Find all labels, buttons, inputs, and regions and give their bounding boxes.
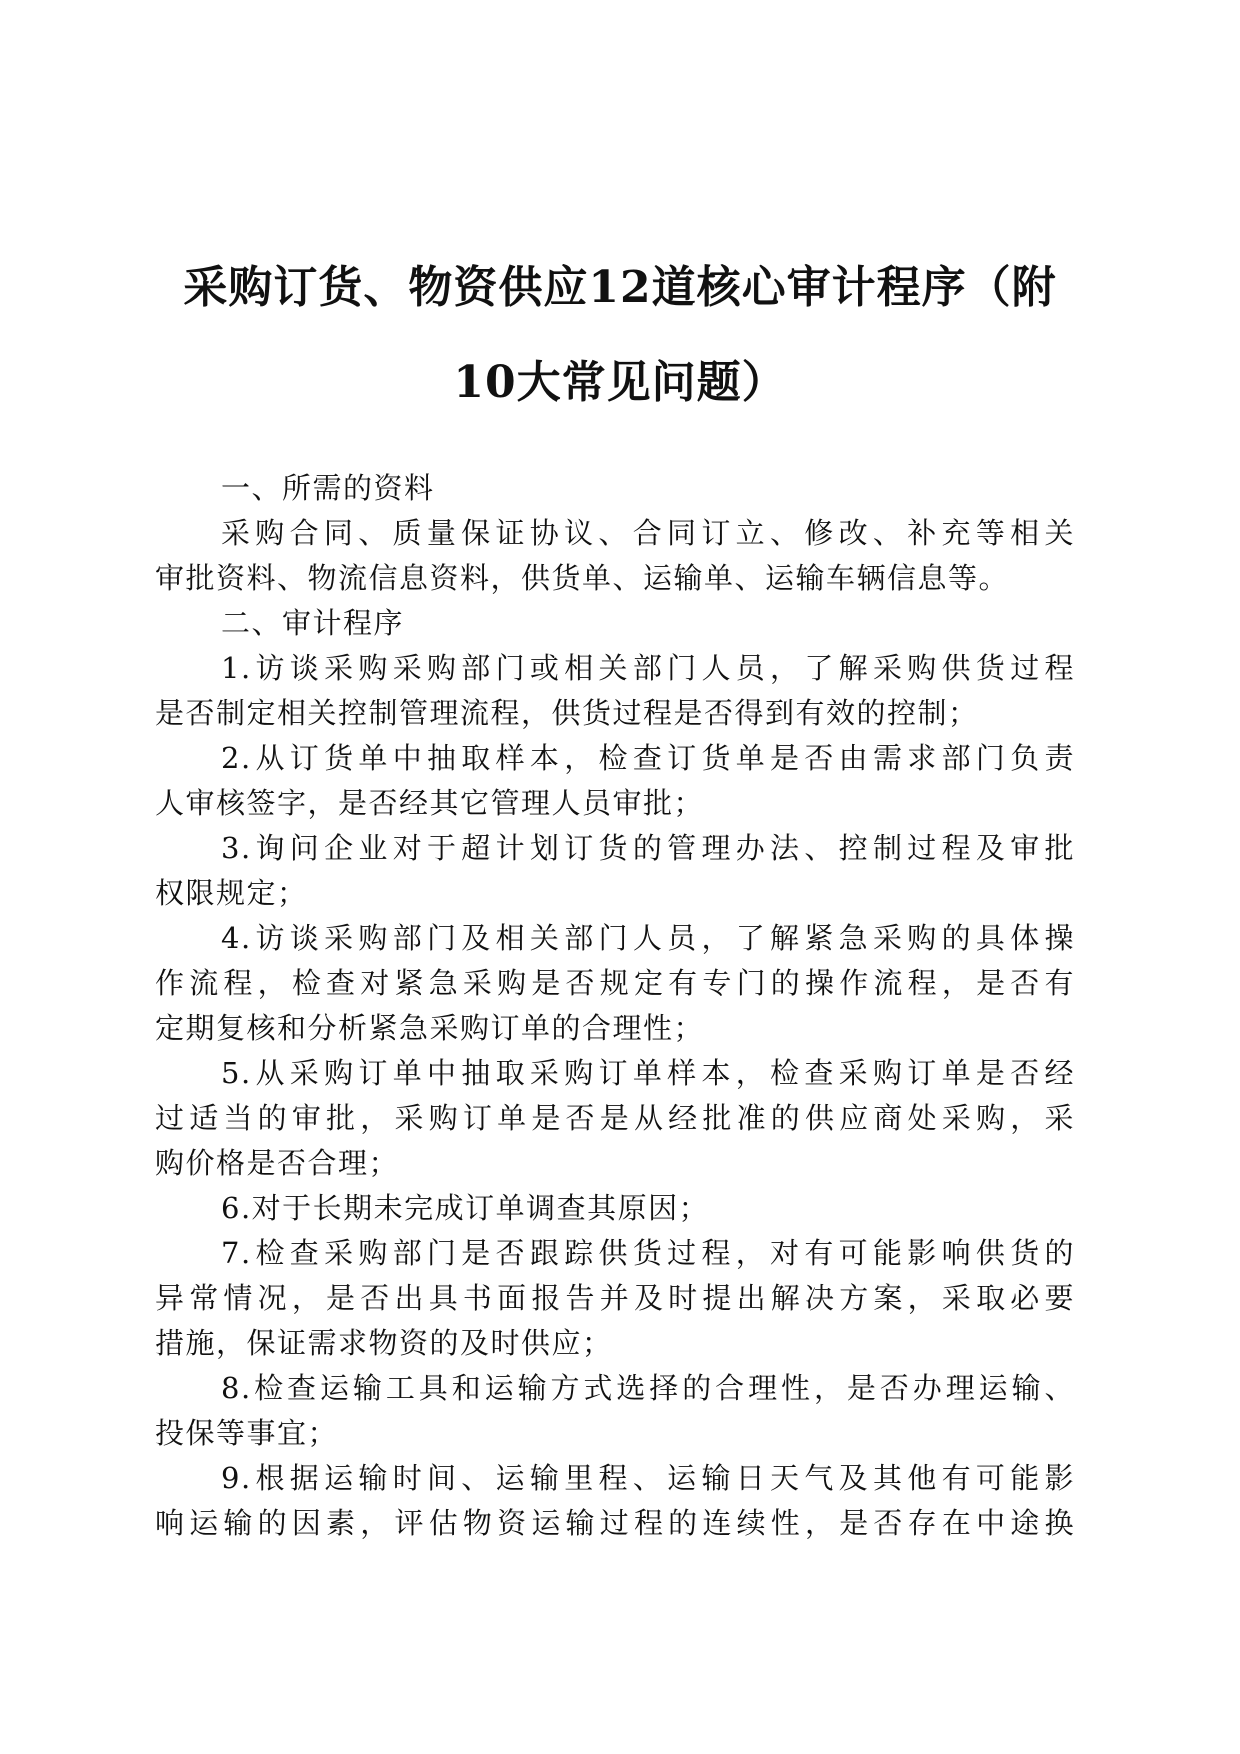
procedure-item-5-line: 购价格是否合理； [155, 1146, 400, 1180]
procedure-item-3-line: 权限规定； [155, 876, 308, 910]
procedure-item-7-line: 措施，保证需求物资的及时供应； [155, 1326, 613, 1360]
procedure-item-1-line: 是否制定相关控制管理流程，供货过程是否得到有效的控制； [155, 696, 979, 730]
procedure-item-4-line: 定期复核和分析紧急采购订单的合理性； [155, 1011, 705, 1045]
document-title-line-1: 采购订货、物资供应12道核心审计程序（附 [183, 262, 1057, 313]
procedure-item-8-line: 投保等事宜； [155, 1416, 339, 1450]
section-heading-audit-procedures: 二、审计程序 [221, 606, 405, 640]
procedure-item-5-line: 过适当的审批，采购订单是否是从经批准的供应商处采购，采 [155, 1101, 1075, 1135]
procedure-item-6-line: 6.对于长期未完成订单调查其原因； [221, 1191, 710, 1225]
procedure-item-2-line: 2.从订货单中抽取样本，检查订货单是否由需求部门负责 [221, 741, 1075, 775]
procedure-item-1-line: 1.访谈采购采购部门或相关部门人员，了解采购供货过程 [221, 651, 1075, 685]
document-body [155, 466, 1075, 1546]
procedure-item-5-line: 5.从采购订单中抽取采购订单样本，检查采购订单是否经 [221, 1056, 1075, 1090]
procedure-item-8-line: 8.检查运输工具和运输方式选择的合理性，是否办理运输、 [221, 1371, 1075, 1405]
procedure-item-7-line: 异常情况，是否出具书面报告并及时提出解决方案，采取必要 [155, 1281, 1075, 1315]
procedure-item-2-line: 人审核签字，是否经其它管理人员审批； [155, 786, 705, 820]
procedure-item-4-line: 作流程，检查对紧急采购是否规定有专门的操作流程，是否有 [155, 966, 1075, 1000]
procedure-item-9-line: 响运输的因素，评估物资运输过程的连续性，是否存在中途换 [155, 1506, 1075, 1540]
section-heading-materials: 一、所需的资料 [221, 471, 435, 505]
procedure-item-3-line: 3.询问企业对于超计划订货的管理办法、控制过程及审批 [221, 831, 1075, 865]
procedure-item-7-line: 7.检查采购部门是否跟踪供货过程，对有可能影响供货的 [221, 1236, 1075, 1270]
procedure-item-9-line: 9.根据运输时间、运输里程、运输日天气及其他有可能影 [221, 1461, 1075, 1495]
paragraph-line: 审批资料、物流信息资料，供货单、运输单、运输车辆信息等。 [155, 561, 1010, 595]
paragraph-line: 采购合同、质量保证协议、合同订立、修改、补充等相关 [221, 516, 1075, 550]
document-title-line-2: 10大常见问题） [453, 357, 787, 408]
procedure-item-4-line: 4.访谈采购部门及相关部门人员，了解紧急采购的具体操 [221, 921, 1075, 955]
